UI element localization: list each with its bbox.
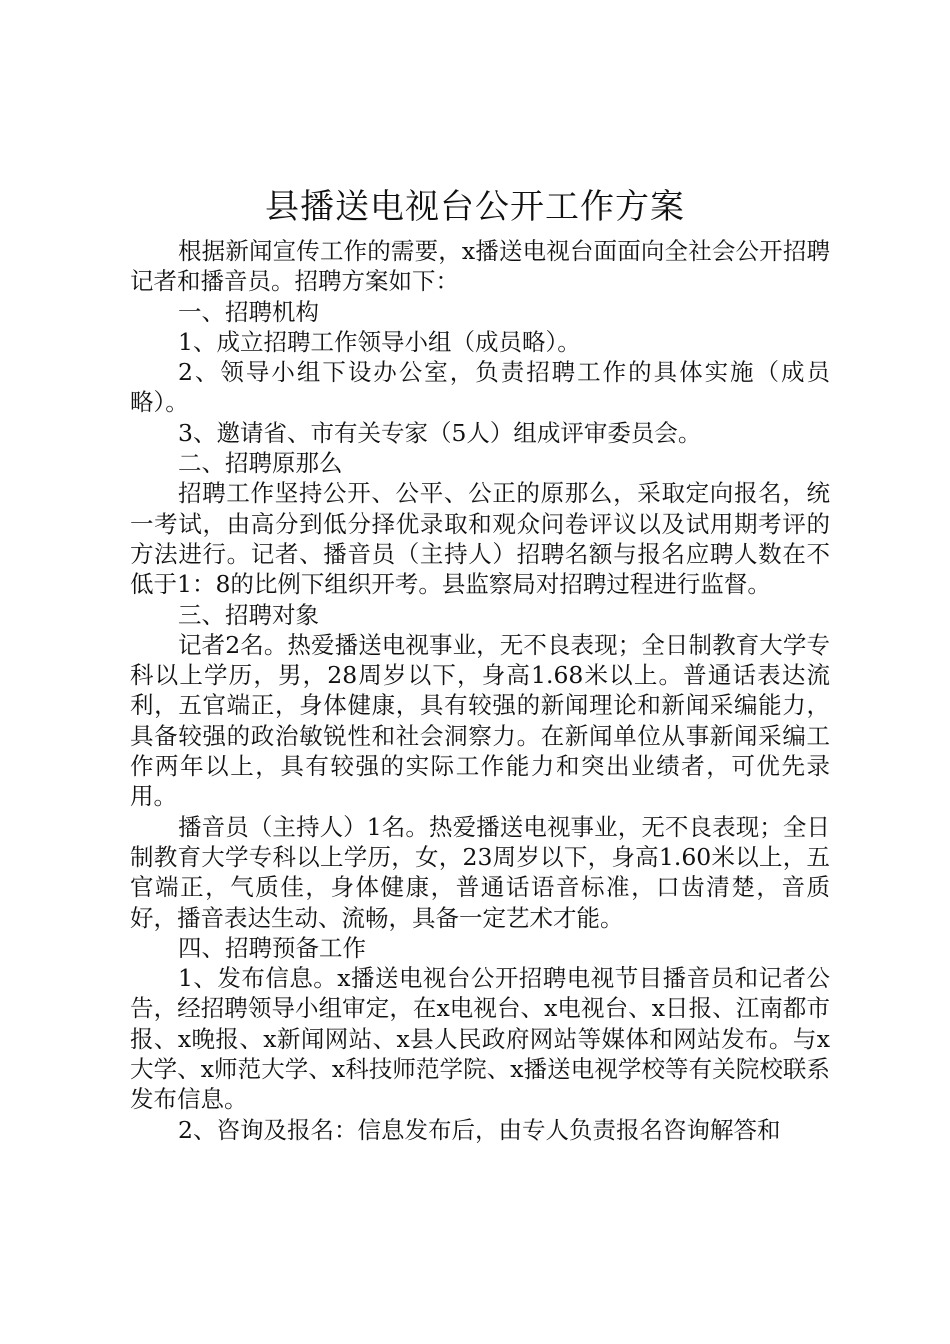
paragraph-item-1-3: 3、邀请省、市有关专家（5人）组成评审委员会。 — [178, 418, 702, 447]
paragraph-reporter: 记者2名。热爱播送电视事业，无不良表现；全日制教育大学专科以上学历，男，28周岁以下，身高1.68米以上。普通话表达流利，五官端正，身体健康，具有较强的新闻理论和新闻采编能力，具备较强的政治敏锐性和社会洞察力。在新闻单位从事新闻采编工作两年以上，具有较强的实际工作能力和突出业绩者，可优先录用。 — [130, 630, 830, 811]
paragraph-item-1-1: 1、成立招聘工作领导小组（成员略）。 — [178, 327, 581, 356]
document-title: 县播送电视台公开工作方案 — [265, 187, 685, 227]
paragraph-announcer: 播音员（主持人）1名。热爱播送电视事业，无不良表现；全日制教育大学专科以上学历，女，23周岁以下，身高1.60米以上，五官端正，气质佳，身体健康，普通话语音标准，口齿清楚，音质好，播音表达生动、流畅，具备一定艺术才能。 — [130, 812, 830, 932]
paragraph-item-1-2: 2、领导小组下设办公室，负责招聘工作的具体实施（成员略）。 — [130, 358, 830, 417]
paragraph-item-4-2: 2、咨询及报名：信息发布后，由专人负责报名咨询解答和 — [178, 1115, 781, 1144]
paragraph-item-4-1: 1、发布信息。x播送电视台公开招聘电视节目播音员和记者公告，经招聘领导小组审定，在x电视台、x电视台、x日报、江南都市报、x晚报、x新闻网站、x县人民政府网站等媒体和网站发布。与x大学、x师范大学、x科技师范学院、x播送电视学校等有关院校联系发布信息。 — [130, 964, 830, 1114]
document-body — [130, 236, 830, 1145]
section-heading-1: 一、招聘机构 — [178, 297, 319, 326]
section-heading-3: 三、招聘对象 — [178, 600, 319, 629]
paragraph-principles: 招聘工作坚持公开、公平、公正的原那么，采取定向报名，统一考试，由高分到低分择优录取和观众问卷评议以及试用期考评的方法进行。记者、播音员（主持人）招聘名额与报名应聘人数在不低于1：8的比例下组织开考。县监察局对招聘过程进行监督。 — [130, 479, 830, 599]
section-heading-2: 二、招聘原那么 — [178, 449, 343, 478]
paragraph-intro: 根据新闻宣传工作的需要，x播送电视台面面向全社会公开招聘记者和播音员。招聘方案如下： — [130, 237, 830, 296]
section-heading-4: 四、招聘预备工作 — [178, 933, 366, 962]
